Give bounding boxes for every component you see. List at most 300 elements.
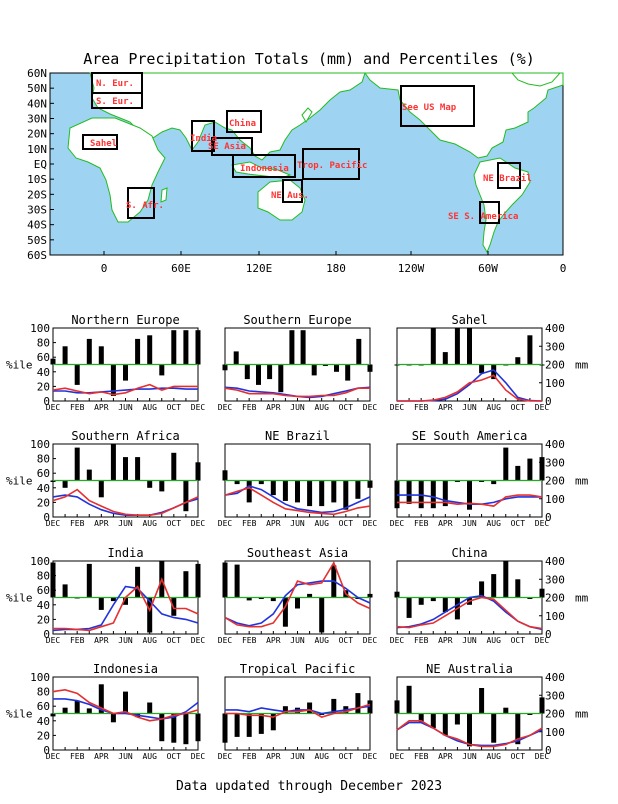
- region-label: Trop. Pacific: [297, 161, 368, 171]
- percentile-bar: [540, 589, 545, 598]
- right-axis-label: mm: [575, 591, 589, 605]
- month-label: AUG: [486, 519, 501, 528]
- lon-label: 120W: [397, 262, 425, 275]
- region-label: India: [190, 134, 218, 144]
- panel-title: Southern Africa: [71, 429, 180, 443]
- region-label: Sahel: [90, 139, 118, 149]
- percentile-bar: [334, 365, 339, 372]
- left-axis-tick: 100: [30, 671, 50, 684]
- percentile-bar: [111, 714, 116, 723]
- right-axis-tick: 300: [545, 689, 565, 703]
- month-label: OCT: [338, 752, 354, 761]
- region-label: SE Asia: [208, 142, 246, 152]
- normal-precip-line: [397, 370, 542, 401]
- right-axis-tick: 100: [545, 376, 565, 390]
- panel: [218, 546, 378, 645]
- left-axis-tick: 20: [36, 496, 50, 510]
- left-axis-tick: 20: [36, 380, 50, 394]
- lat-label: 30N: [27, 112, 47, 126]
- left-axis-tick: 100: [30, 438, 50, 451]
- percentile-bar: [99, 346, 104, 364]
- month-label: FEB: [413, 403, 429, 412]
- right-axis-label: mm: [575, 707, 589, 721]
- month-label: DEC: [190, 403, 206, 412]
- percentile-bar: [540, 457, 545, 480]
- left-axis-tick: 0: [43, 744, 50, 757]
- month-label: DEC: [190, 752, 206, 761]
- percentile-bar: [368, 481, 373, 488]
- percentile-bar: [87, 339, 92, 365]
- month-label: FEB: [241, 519, 257, 528]
- panel-title: Southeast Asia: [246, 546, 349, 560]
- lon-label: 0: [559, 262, 567, 275]
- panel-title: Southern Europe: [243, 313, 352, 327]
- month-label: DEC: [389, 403, 405, 412]
- percentile-bar: [75, 365, 80, 385]
- percentile-bar: [271, 481, 276, 496]
- month-label: AUG: [142, 519, 157, 528]
- right-axis-tick: 0: [545, 511, 552, 524]
- percentile-bar: [123, 457, 128, 480]
- left-axis-tick: 80: [36, 452, 50, 466]
- month-label: DEC: [389, 636, 405, 645]
- percentile-bar: [135, 339, 140, 365]
- panel: [6, 662, 205, 761]
- month-label: APR: [266, 752, 281, 761]
- percentile-bar: [515, 357, 520, 364]
- percentile-bar: [75, 448, 80, 481]
- month-label: APR: [266, 636, 281, 645]
- month-label: AUG: [142, 636, 157, 645]
- month-label: JUN: [118, 519, 133, 528]
- region-label: N. Eur.: [96, 79, 134, 89]
- lat-label: 20S: [27, 188, 47, 202]
- month-label: DEC: [389, 752, 405, 761]
- left-axis-tick: 60: [36, 351, 50, 365]
- percentile-bar: [515, 466, 520, 481]
- left-axis-tick: 0: [43, 395, 50, 408]
- month-label: FEB: [241, 403, 257, 412]
- month-label: AUG: [142, 403, 157, 412]
- right-axis-tick: 400: [545, 671, 565, 684]
- right-axis-tick: 100: [545, 609, 565, 623]
- month-label: FEB: [413, 519, 429, 528]
- month-label: FEB: [69, 403, 85, 412]
- observed-precip-line: [397, 375, 542, 401]
- percentile-bar: [183, 481, 188, 512]
- percentile-bar: [147, 335, 152, 364]
- percentile-bar: [467, 328, 472, 365]
- percentile-bar: [196, 714, 201, 742]
- lat-label: 60S: [27, 249, 47, 262]
- percentile-bar: [123, 365, 128, 381]
- month-label: JUN: [118, 403, 133, 412]
- percentile-bar: [356, 339, 361, 365]
- month-label: FEB: [69, 752, 85, 761]
- panel-grid: [6, 313, 589, 761]
- percentile-bar: [368, 365, 373, 372]
- month-label: JUN: [290, 403, 305, 412]
- percentile-bar: [99, 598, 104, 610]
- month-label: JUN: [462, 752, 477, 761]
- month-label: FEB: [69, 636, 85, 645]
- percentile-bar: [319, 481, 324, 507]
- month-label: DEC: [217, 752, 233, 761]
- percentile-bar: [159, 481, 164, 492]
- percentile-bar: [467, 481, 472, 510]
- region-label: S. Eur.: [96, 97, 134, 107]
- percentile-bar: [527, 459, 532, 481]
- panel: [218, 313, 378, 412]
- percentile-bar: [419, 598, 424, 605]
- panel: [390, 313, 589, 412]
- right-axis-tick: 200: [545, 474, 565, 488]
- percentile-bar: [395, 700, 400, 713]
- right-axis-tick: 0: [545, 744, 552, 757]
- month-label: APR: [94, 519, 109, 528]
- right-axis-tick: 0: [545, 628, 552, 641]
- percentile-bar: [503, 561, 508, 598]
- percentile-bar: [491, 574, 496, 597]
- percentile-bar: [395, 592, 400, 598]
- percentile-bar: [345, 365, 350, 381]
- panel-title: NE Australia: [426, 662, 513, 676]
- left-axis-tick: 60: [36, 584, 50, 598]
- month-label: AUG: [314, 752, 329, 761]
- left-axis-tick: 40: [36, 714, 50, 728]
- left-axis-tick: 0: [43, 511, 50, 524]
- percentile-bar: [355, 481, 360, 499]
- region-label: China: [229, 119, 257, 129]
- percentile-bar: [183, 714, 188, 745]
- month-label: DEC: [45, 636, 61, 645]
- percentile-bar: [183, 330, 188, 364]
- month-label: OCT: [166, 519, 182, 528]
- percentile-bar: [289, 330, 294, 364]
- month-label: APR: [438, 403, 453, 412]
- month-label: AUG: [314, 519, 329, 528]
- panel: [390, 429, 589, 528]
- region-label: Indonesia: [240, 164, 289, 174]
- percentile-bar: [171, 330, 176, 364]
- percentile-bar: [223, 563, 228, 598]
- right-axis-label: mm: [575, 358, 589, 372]
- month-label: OCT: [338, 403, 354, 412]
- region-label: NE Brazil: [483, 174, 532, 184]
- percentile-bar: [479, 365, 484, 374]
- percentile-bar: [196, 330, 201, 364]
- month-label: AUG: [142, 752, 157, 761]
- left-axis-label: %ile: [6, 474, 33, 488]
- percentile-bar: [223, 470, 228, 480]
- percentile-bar: [196, 564, 201, 598]
- percentile-bar: [63, 481, 68, 488]
- percentile-bar: [301, 330, 306, 364]
- lon-label: 120E: [245, 262, 273, 275]
- panel: [390, 662, 589, 761]
- right-axis-tick: 400: [545, 322, 565, 335]
- month-label: DEC: [217, 403, 233, 412]
- percentile-bar: [343, 481, 348, 510]
- percentile-bar: [431, 328, 436, 365]
- percentile-bar: [278, 365, 283, 393]
- month-label: FEB: [241, 636, 257, 645]
- lat-label: EQ: [33, 158, 47, 171]
- panel-title: Sahel: [451, 313, 488, 327]
- normal-precip-line: [53, 495, 198, 515]
- percentile-bar: [295, 598, 300, 609]
- region-label: SE S. America: [448, 212, 519, 222]
- left-axis-tick: 40: [36, 598, 50, 612]
- month-label: OCT: [338, 636, 354, 645]
- percentile-bar: [503, 708, 508, 714]
- month-label: DEC: [362, 752, 378, 761]
- month-label: FEB: [69, 519, 85, 528]
- month-label: FEB: [413, 636, 429, 645]
- percentile-bar: [183, 571, 188, 597]
- right-axis-tick: 300: [545, 340, 565, 354]
- month-label: DEC: [362, 519, 378, 528]
- region-label: S. Afr.: [126, 201, 164, 211]
- percentile-bar: [135, 567, 140, 598]
- panel: [6, 546, 205, 645]
- percentile-bar: [247, 714, 252, 737]
- left-axis-tick: 40: [36, 481, 50, 495]
- percentile-bar: [63, 708, 68, 714]
- percentile-bar: [407, 481, 412, 504]
- lat-label: 50S: [27, 233, 47, 247]
- percentile-bar: [443, 352, 448, 364]
- month-label: OCT: [166, 752, 182, 761]
- panel-title: NE Brazil: [264, 429, 331, 443]
- month-label: FEB: [241, 752, 257, 761]
- left-axis-tick: 80: [36, 685, 50, 699]
- percentile-bar: [75, 700, 80, 713]
- percentile-bar: [515, 579, 520, 597]
- left-axis-tick: 60: [36, 467, 50, 481]
- lat-label: 50N: [27, 82, 47, 96]
- lon-label: 180: [326, 262, 346, 275]
- observed-precip-line: [225, 388, 370, 396]
- panel: [218, 429, 378, 528]
- left-axis-tick: 80: [36, 569, 50, 583]
- percentile-bar: [431, 714, 436, 729]
- left-axis-tick: 100: [30, 322, 50, 335]
- month-label: JUN: [462, 636, 477, 645]
- right-axis-tick: 0: [545, 395, 552, 408]
- percentile-bar: [527, 335, 532, 364]
- month-label: JUN: [290, 752, 305, 761]
- month-label: AUG: [486, 752, 501, 761]
- percentile-bar: [467, 714, 472, 747]
- month-label: DEC: [362, 403, 378, 412]
- percentile-bar: [479, 688, 484, 714]
- percentile-bar: [147, 703, 152, 714]
- figure-title: Area Precipitation Totals (mm) and Percentiles (%): [83, 50, 535, 68]
- lat-label: 10S: [27, 173, 47, 187]
- month-label: APR: [94, 403, 109, 412]
- month-label: APR: [266, 519, 281, 528]
- percentile-bar: [223, 365, 228, 371]
- right-axis-tick: 200: [545, 707, 565, 721]
- month-label: DEC: [217, 519, 233, 528]
- lon-label: 0: [100, 262, 108, 275]
- left-axis-tick: 0: [43, 628, 50, 641]
- percentile-bar: [312, 365, 317, 376]
- percentile-bar: [223, 714, 228, 743]
- percentile-bar: [407, 598, 412, 618]
- world-map: [27, 67, 566, 275]
- month-label: APR: [438, 636, 453, 645]
- percentile-bar: [355, 693, 360, 713]
- percentile-bar: [540, 697, 545, 713]
- percentile-bar: [159, 365, 164, 376]
- left-axis-tick: 40: [36, 365, 50, 379]
- panel-title: Northern Europe: [71, 313, 180, 327]
- month-label: APR: [94, 636, 109, 645]
- percentile-bar: [123, 692, 128, 714]
- panel: [6, 429, 205, 528]
- percentile-bar: [443, 598, 448, 613]
- percentile-bar: [407, 686, 412, 714]
- figure-footer: Data updated through December 2023: [175, 779, 443, 794]
- month-label: OCT: [166, 636, 182, 645]
- month-label: DEC: [534, 752, 550, 761]
- percentile-bar: [196, 462, 201, 480]
- panel: [218, 662, 378, 761]
- lat-label: 60N: [27, 67, 47, 80]
- month-label: DEC: [534, 636, 550, 645]
- percentile-bar: [295, 481, 300, 503]
- panel-title: Indonesia: [92, 662, 159, 676]
- month-label: JUN: [462, 403, 477, 412]
- left-axis-tick: 60: [36, 700, 50, 714]
- month-label: AUG: [314, 403, 329, 412]
- percentile-bar: [234, 351, 239, 364]
- panel: [6, 313, 205, 412]
- month-label: JUN: [118, 636, 133, 645]
- panel-title: Tropical Pacific: [239, 662, 356, 676]
- percentile-bar: [87, 708, 92, 713]
- percentile-bar: [87, 564, 92, 598]
- left-axis-tick: 100: [30, 555, 50, 568]
- region-label: NE Aus.: [271, 191, 309, 201]
- month-label: JUN: [290, 636, 305, 645]
- percentile-bar: [247, 481, 252, 503]
- month-label: DEC: [190, 636, 206, 645]
- month-label: DEC: [45, 752, 61, 761]
- month-label: JUN: [462, 519, 477, 528]
- month-label: APR: [266, 403, 281, 412]
- month-label: APR: [94, 752, 109, 761]
- lat-label: 10N: [27, 142, 47, 156]
- month-label: OCT: [510, 636, 526, 645]
- left-axis-label: %ile: [6, 358, 33, 372]
- month-label: OCT: [510, 403, 526, 412]
- percentile-bar: [319, 598, 324, 633]
- month-label: DEC: [45, 403, 61, 412]
- month-label: OCT: [510, 752, 526, 761]
- month-label: DEC: [190, 519, 206, 528]
- month-label: APR: [438, 519, 453, 528]
- percentile-bar: [503, 448, 508, 481]
- month-label: DEC: [534, 519, 550, 528]
- landmass-madagascar: [161, 188, 167, 202]
- percentile-bar: [63, 346, 68, 364]
- observed-precip-line: [53, 490, 198, 516]
- left-axis-tick: 20: [36, 613, 50, 627]
- month-label: JUN: [118, 752, 133, 761]
- right-axis-tick: 200: [545, 358, 565, 372]
- left-axis-tick: 80: [36, 336, 50, 350]
- percentile-bar: [256, 365, 261, 385]
- month-label: APR: [438, 752, 453, 761]
- month-label: AUG: [486, 636, 501, 645]
- month-label: DEC: [362, 636, 378, 645]
- month-label: AUG: [486, 403, 501, 412]
- percentile-bar: [87, 470, 92, 481]
- lat-label: 30S: [27, 203, 47, 217]
- month-label: JUN: [290, 519, 305, 528]
- lat-label: 40S: [27, 218, 47, 232]
- percentile-bar: [491, 714, 496, 743]
- left-axis-label: %ile: [6, 707, 33, 721]
- percentile-bar: [235, 714, 240, 737]
- lon-label: 60W: [478, 262, 498, 275]
- left-axis-tick: 20: [36, 729, 50, 743]
- right-axis-tick: 300: [545, 573, 565, 587]
- percentile-bar: [99, 481, 104, 498]
- percentile-bar: [51, 359, 56, 365]
- lon-label: 60E: [171, 262, 191, 275]
- percentile-bar: [443, 714, 448, 736]
- right-axis-tick: 200: [545, 591, 565, 605]
- right-axis-tick: 400: [545, 555, 565, 568]
- percentile-bar: [171, 453, 176, 481]
- month-label: OCT: [338, 519, 354, 528]
- observed-precip-line: [225, 563, 370, 627]
- percentile-bar: [135, 457, 140, 480]
- percentile-bar: [147, 481, 152, 488]
- right-axis-tick: 100: [545, 725, 565, 739]
- percentile-bar: [267, 365, 272, 380]
- percentile-bar: [259, 714, 264, 734]
- percentile-bar: [283, 481, 288, 501]
- left-axis-label: %ile: [6, 591, 33, 605]
- percentile-bar: [245, 365, 250, 380]
- month-label: DEC: [45, 519, 61, 528]
- percentile-bar: [307, 481, 312, 507]
- right-axis-label: mm: [575, 474, 589, 488]
- percentile-bar: [51, 563, 56, 598]
- panel-title: China: [451, 546, 488, 560]
- month-label: DEC: [534, 403, 550, 412]
- panel: [390, 546, 589, 645]
- right-axis-tick: 100: [545, 492, 565, 506]
- month-label: DEC: [389, 519, 405, 528]
- percentile-bar: [431, 481, 436, 509]
- percentile-bar: [455, 328, 460, 365]
- month-label: AUG: [314, 636, 329, 645]
- percentile-bar: [235, 565, 240, 598]
- month-label: FEB: [413, 752, 429, 761]
- right-axis-tick: 300: [545, 456, 565, 470]
- right-axis-tick: 400: [545, 438, 565, 451]
- lat-label: 20N: [27, 127, 47, 141]
- percentile-bar: [111, 444, 116, 481]
- panel-title: India: [107, 546, 144, 560]
- lat-label: 40N: [27, 97, 47, 111]
